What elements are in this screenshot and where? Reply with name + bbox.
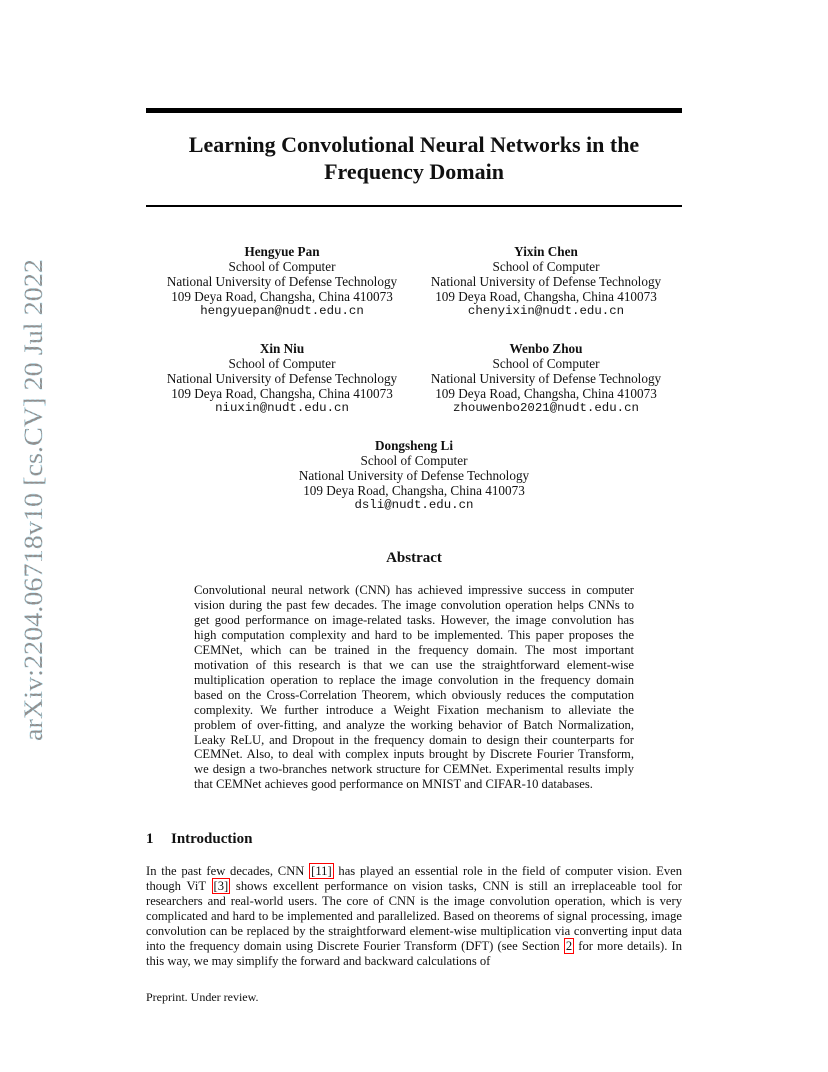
author-address: 109 Deya Road, Changsha, China 410073 bbox=[303, 483, 525, 498]
title-bottom-rule bbox=[146, 205, 682, 207]
author-block-5 bbox=[278, 438, 550, 513]
author-dept: School of Computer bbox=[228, 356, 336, 371]
section-number: 1 bbox=[146, 831, 154, 847]
intro-text: shows excellent performance on vision tasks, CNN is still an irreplaceable tool for researchers and real-world users. The core of CNN is the image convolution operation, which is very complicated and hard to be implemented and parallelized. Based on theorems of signal processing, image convolution can be replaced by the straightforward element-wise multiplication via converting input data into the frequency domain using Discrete Fourier Transform (DFT) (see Section bbox=[146, 878, 682, 953]
author-name: Hengyue Pan bbox=[244, 244, 320, 259]
preprint-footer: Preprint. Under review. bbox=[146, 990, 259, 1004]
citation-link[interactable]: [3] bbox=[213, 878, 229, 893]
title-line-1: Learning Convolutional Neural Networks in the bbox=[188, 132, 640, 157]
abstract-heading: Abstract bbox=[386, 550, 442, 566]
author-block-4 bbox=[410, 341, 682, 416]
title-line-2: Frequency Domain bbox=[324, 159, 504, 184]
author-email[interactable]: zhouwenbo2021@nudt.edu.cn bbox=[453, 401, 639, 415]
author-address: 109 Deya Road, Changsha, China 410073 bbox=[435, 289, 657, 304]
author-email[interactable]: hengyuepan@nudt.edu.cn bbox=[200, 304, 364, 318]
intro-paragraph bbox=[146, 864, 682, 969]
arxiv-stamp[interactable] bbox=[12, 255, 50, 745]
author-dept: School of Computer bbox=[492, 356, 600, 371]
author-address: 109 Deya Road, Changsha, China 410073 bbox=[435, 386, 657, 401]
author-block-2 bbox=[410, 244, 682, 319]
abstract-text: Convolutional neural network (CNN) has achieved impressive success in computer vision during the past few decades. The image convolution operation helps CNNs to get good performance on image-related tasks. However, the image convolution has high computation complexity and hard to be implemented. This paper proposes the CEMNet, which can be trained in the frequency domain. The most important motivation of this research is that we can use the straightforward element-wise multiplication operation to replace the image convolution in the frequency domain based on the Cross-Correlation Theorem, which obviously reduces the computation complexity. We further introduce a Weight Fixation mechanism to alleviate the problem of over-fitting, and analyze the working behavior of Batch Normalization, Leaky ReLU, and Dropout in the frequency domain to design their counterparts for CEMNet. Also, to deal with complex inputs brought by Discrete Fourier Transform, we design a two-branches network structure for CEMNet. Experimental results imply that CEMNet achieves good performance on MNIST and CIFAR-10 databases. bbox=[194, 583, 634, 792]
author-block-1 bbox=[146, 244, 418, 319]
intro-text: In the past few decades, CNN bbox=[146, 864, 310, 878]
author-address: 109 Deya Road, Changsha, China 410073 bbox=[171, 386, 393, 401]
section-ref-link[interactable]: 2 bbox=[565, 938, 573, 953]
author-org: National University of Defense Technology bbox=[430, 274, 662, 289]
author-name: Wenbo Zhou bbox=[509, 341, 583, 356]
author-email[interactable]: dsli@nudt.edu.cn bbox=[354, 498, 474, 512]
title-top-rule bbox=[146, 108, 682, 113]
author-org: National University of Defense Technology bbox=[298, 468, 530, 483]
author-name: Xin Niu bbox=[259, 341, 305, 356]
author-dept: School of Computer bbox=[360, 453, 468, 468]
author-dept: School of Computer bbox=[228, 259, 336, 274]
author-name: Yixin Chen bbox=[514, 244, 578, 259]
author-email[interactable]: chenyixin@nudt.edu.cn bbox=[467, 304, 625, 318]
author-dept: School of Computer bbox=[492, 259, 600, 274]
author-block-3 bbox=[146, 341, 418, 416]
author-org: National University of Defense Technology bbox=[166, 371, 398, 386]
author-address: 109 Deya Road, Changsha, China 410073 bbox=[171, 289, 393, 304]
author-name: Dongsheng Li bbox=[374, 438, 454, 453]
citation-link[interactable]: [11] bbox=[311, 864, 332, 878]
intro-text: has played an essential role in the field of computer vision. Even though ViT bbox=[146, 864, 683, 893]
intro-text: for more details). In this way, we may simplify the forward and backward calculations of bbox=[146, 938, 682, 968]
author-email[interactable]: niuxin@nudt.edu.cn bbox=[215, 401, 349, 415]
paper-title bbox=[146, 131, 682, 185]
arxiv-stamp-text: arXiv:2204.06718v10 [cs.CV] 20 Jul 2022 bbox=[19, 296, 48, 741]
section-title: Introduction bbox=[171, 831, 253, 847]
section-heading bbox=[146, 831, 252, 848]
author-org: National University of Defense Technology bbox=[166, 274, 398, 289]
author-org: National University of Defense Technology bbox=[430, 371, 662, 386]
